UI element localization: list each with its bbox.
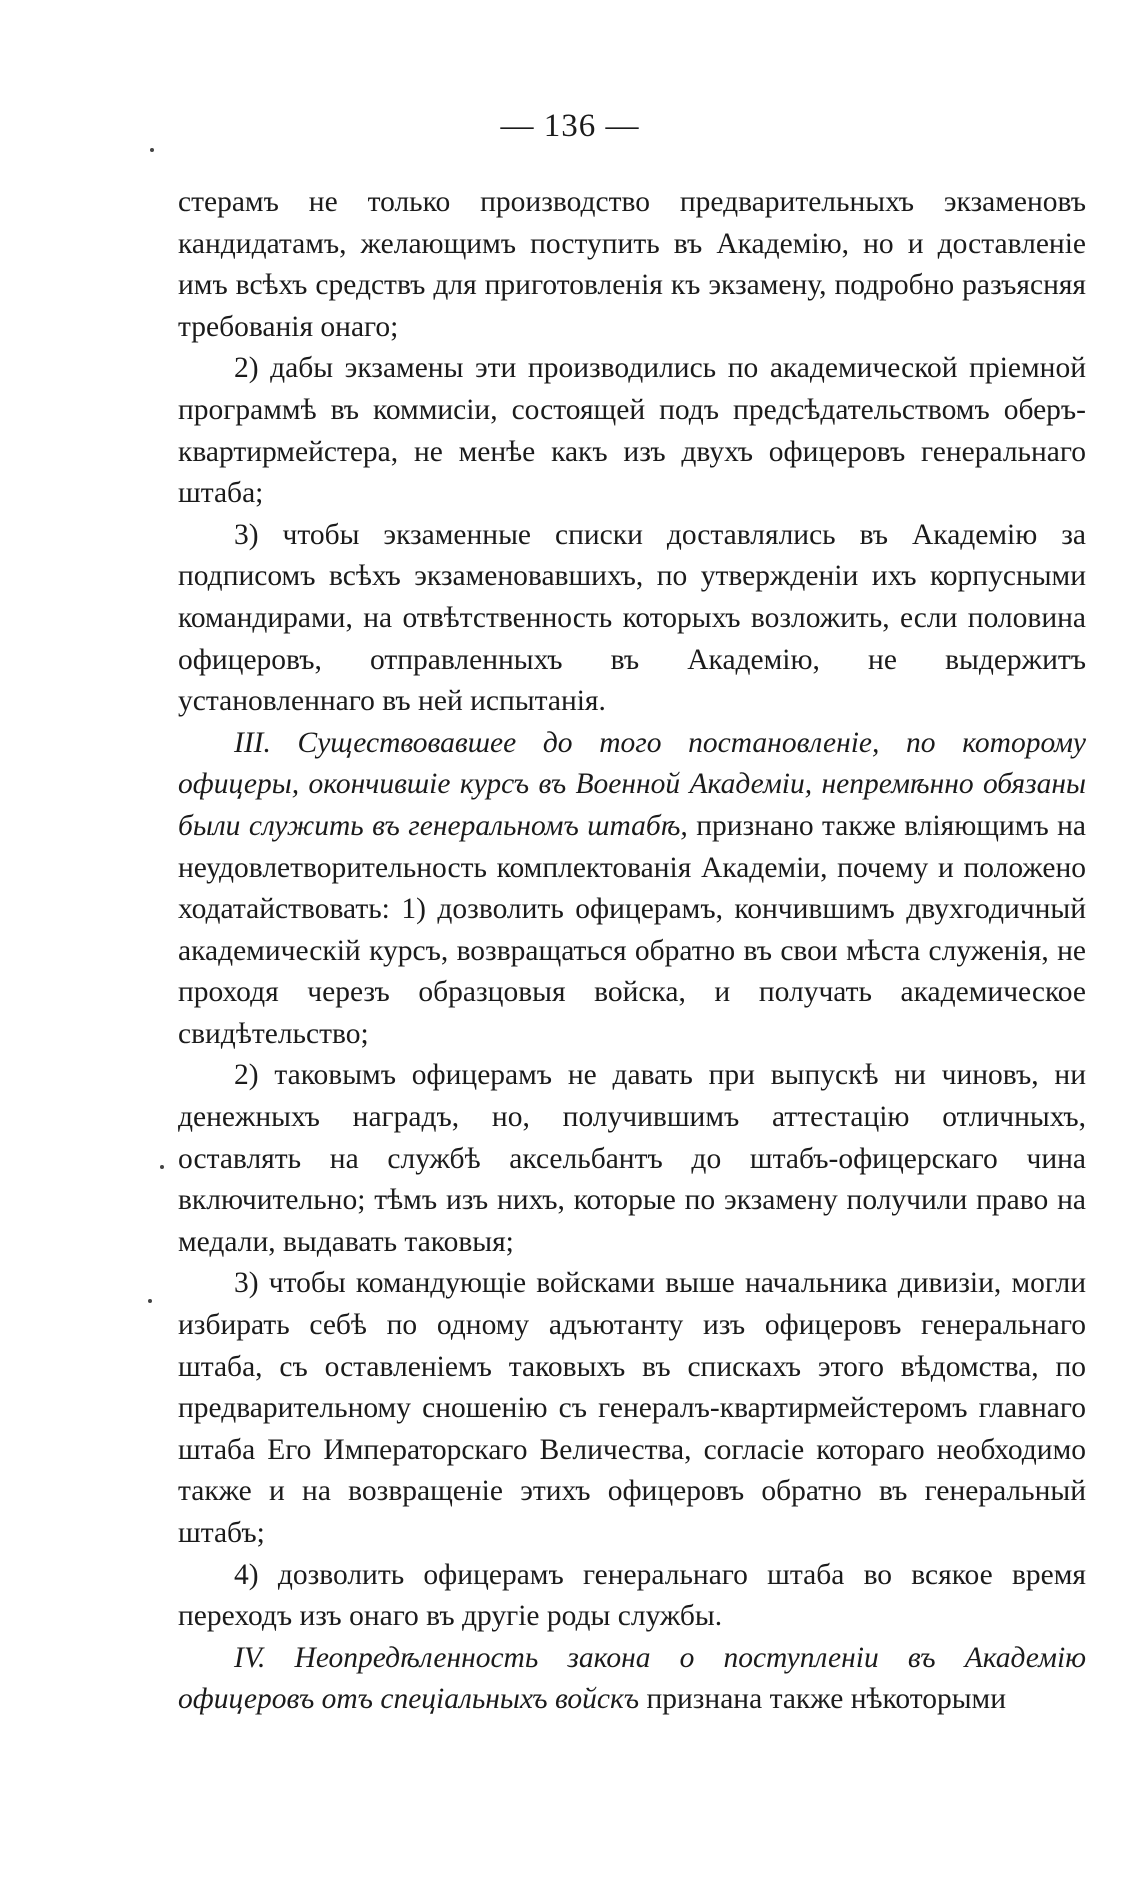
paragraph-item-4 <box>178 1555 1086 1638</box>
body-text <box>178 182 1086 1721</box>
paragraph-text: 2) таковымъ офицерамъ не давать при выпускѣ ни чиновъ, ни денежныхъ наградъ, но, получившимъ аттестацію отличныхъ, оставлять на службѣ аксельбантъ до штабъ-офицерскаго чина включительно; тѣмъ изъ нихъ, которые по экзамену получили право на медали, выдавать таковыя; <box>178 1059 1086 1258</box>
page-number: — 136 — <box>500 108 640 144</box>
scan-speck <box>150 148 154 152</box>
paragraph-continuation <box>178 182 1086 348</box>
paragraph-item-2 <box>178 348 1086 514</box>
paragraph-item-3b <box>178 1263 1086 1554</box>
paragraph-text: 3) чтобы экзаменные списки доставлялись въ Академію за подписомъ всѣхъ экзаменовавшихъ, по утвержденіи ихъ корпусными командирами, на отвѣтственность которыхъ возложить, если половина офицеровъ, отправленныхъ въ Академію, не выдержитъ установленнаго въ ней испытанія. <box>178 518 1086 718</box>
scan-speck <box>160 1165 164 1169</box>
section-III <box>178 723 1086 1056</box>
paragraph-item-3 <box>178 515 1086 723</box>
section-heading-italic: III. Существовавшее до того постановленіе, по которому офицеры, окончившіе курсъ въ Военной Академіи, непремѣнно обязаны были служить въ генеральномъ штабѣ, <box>178 726 1086 842</box>
section-IV <box>178 1638 1086 1721</box>
paragraph-text: 3) чтобы командующіе войсками выше начальника дивизіи, могли избирать себѣ по одному адъютанту изъ офицеровъ генеральнаго штаба, съ оставленіемъ таковыхъ въ спискахъ этого вѣдомства, по предварительному сношенію съ генералъ-квартирмейстеромъ главнаго штаба Его Императорскаго Величества, согласіе котораго необходимо также и на возвращеніе этихъ офицеровъ обратно въ генеральный штабъ; <box>178 1267 1086 1549</box>
paragraph-text: признано также вліяющимъ на неудовлетворительность комплектованія Академіи, почему и положено ходатайствовать: 1) дозволить офицерамъ, кончившимъ двухгодичный академическій курсъ, возвращаться обратно въ свои мѣста служенія, не проходя черезъ образцовыя войска, и получать академическое свидѣтельство; <box>178 809 1086 1050</box>
paragraph-text: 2) дабы экзамены эти производились по академической пріемной программѣ въ коммисіи, состоящей подъ предсѣдательствомъ оберъ-квартирмейстера, не менѣе какъ изъ двухъ офицеровъ генеральнаго штаба; <box>178 352 1086 510</box>
paragraph-text: признана также нѣкоторыми <box>639 1683 1006 1716</box>
section-heading-italic: IV. Неопредѣленность закона о поступленіи въ Академію офицеровъ отъ спеціальныхъ войскъ <box>178 1641 1086 1716</box>
paragraph-item-2b <box>178 1055 1086 1263</box>
scan-speck <box>148 1299 152 1303</box>
paragraph-text: стерамъ не только производство предварительныхъ экзаменовъ кандидатамъ, желающимъ поступить въ Академію, но и доставленіе имъ всѣхъ средствъ для приготовленія къ экзамену, подробно разъясняя требованія онаго; <box>178 186 1086 343</box>
paragraph-text: 4) дозволить офицерамъ генеральнаго штаба во всякое время переходъ изъ онаго въ другіе роды службы. <box>178 1558 1086 1633</box>
